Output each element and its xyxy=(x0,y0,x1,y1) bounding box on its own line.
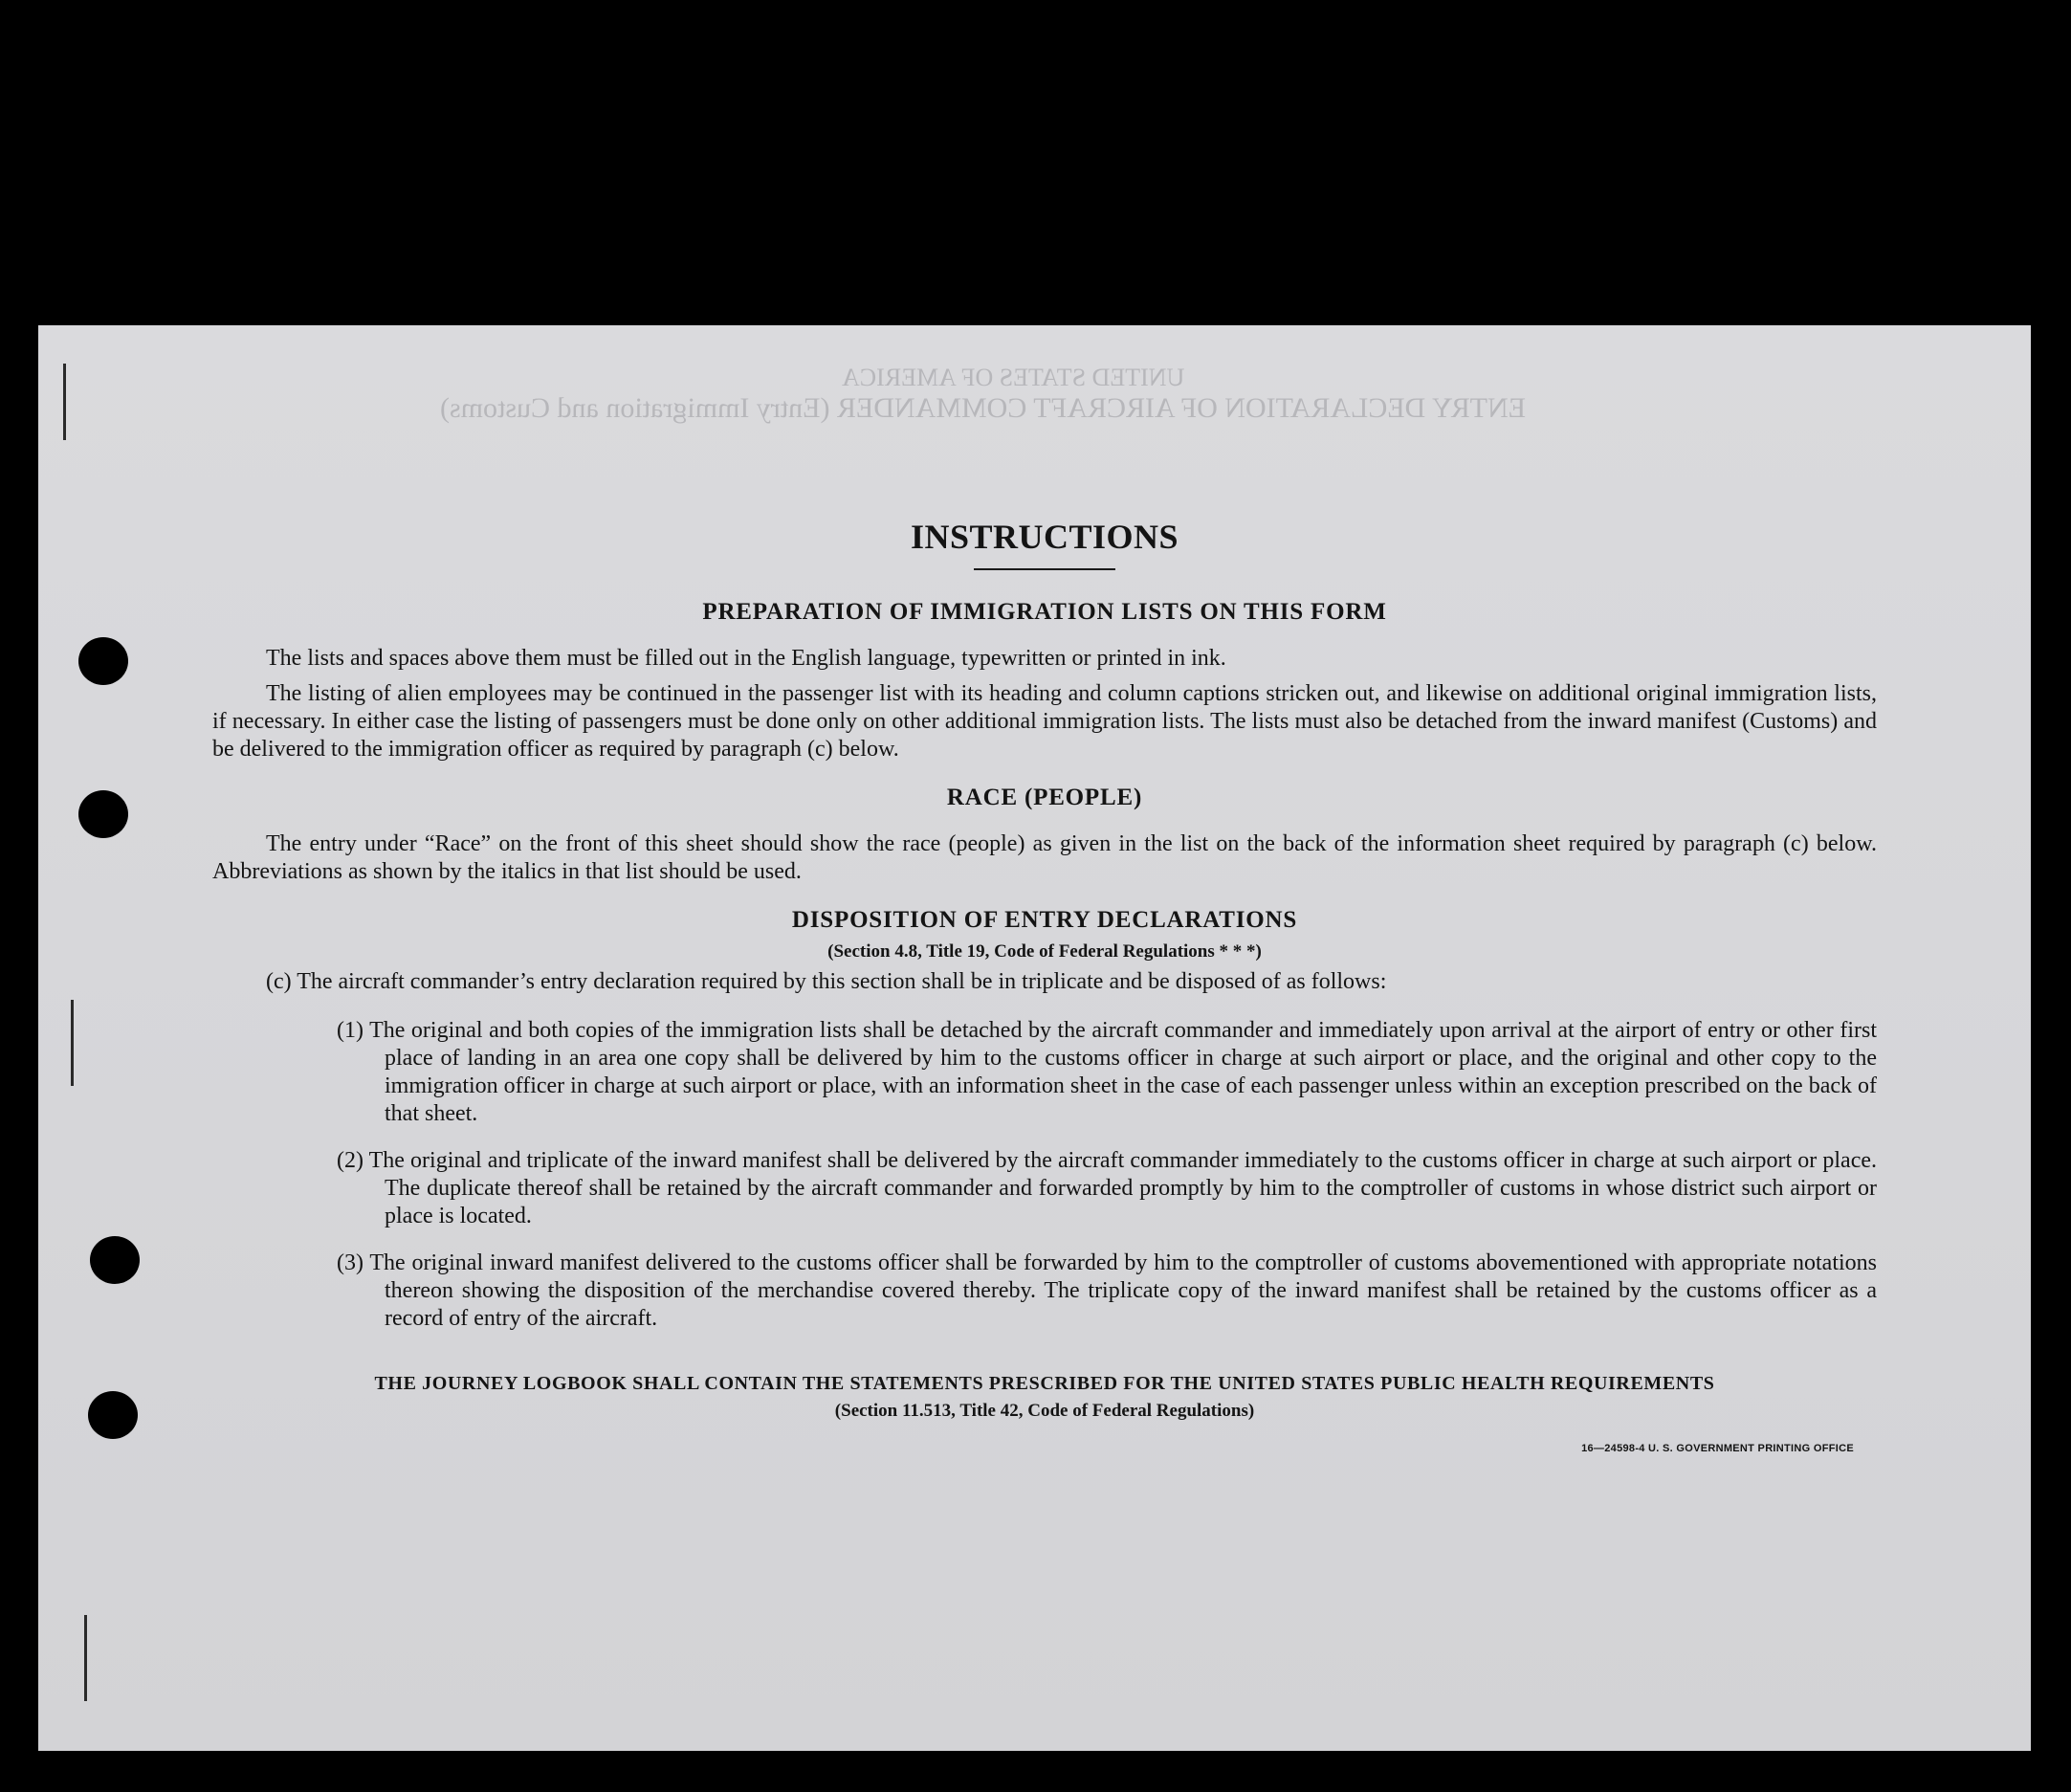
list-item-3: (3) The original inward manifest delivered to the customs officer shall be forwarded by him to the comptroller of customs abovementioned with appropriate notations thereon showing the disposition of the merchandise covered thereby. The triplicate copy of the inward manifest shall be retained by the customs officer as a record of entry of the aircraft. xyxy=(337,1250,1877,1331)
printing-office-imprint: 16—24598-4 U. S. GOVERNMENT PRINTING OFFICE xyxy=(1581,1443,1854,1454)
punch-hole-1 xyxy=(78,637,128,685)
paragraph-preparation-1: The lists and spaces above them must be filled out in the English language, typewritten or printed in ink. xyxy=(266,646,1226,671)
punch-hole-4 xyxy=(88,1391,138,1439)
margin-mark-3 xyxy=(84,1615,87,1701)
section-citation-disposition: (Section 4.8, Title 19, Code of Federal Regulations * * *) xyxy=(827,941,1262,962)
title-underline xyxy=(974,568,1115,570)
footer-citation: (Section 11.513, Title 42, Code of Federal Regulations) xyxy=(834,1401,1255,1421)
show-through-line-2: ENTRY DECLARATION OF AIRCRAFT COMMANDER (Entry Immigration and Customs) xyxy=(440,392,1527,424)
punch-hole-3 xyxy=(90,1236,140,1284)
margin-mark-2 xyxy=(71,1000,74,1086)
document-sheet xyxy=(38,325,2031,1751)
page-title: INSTRUCTIONS xyxy=(910,518,1179,556)
list-item-2: (2) The original and triplicate of the inward manifest shall be delivered by the aircraft commander immediately to the customs officer in charge at such airport or place. The duplicate thereof shall be retained by the aircraft commander and forwarded promptly by him to the comptroller of customs in whose district such airport or place is located. xyxy=(337,1148,1877,1228)
list-item-1: (1) The original and both copies of the immigration lists shall be detached by the aircraft commander and immediately upon arrival at the airport of entry or other first place of landing in an area one copy shall be delivered by him to the customs officer in charge at such airport or place, and the original and other copy to the immigration officer in charge at such airport or place, with an information sheet in the case of each passenger unless within an exception prescribed on the back of that sheet. xyxy=(337,1018,1877,1126)
paragraph-preparation-2: The listing of alien employees may be continued in the passenger list with its heading and column captions stricken out, and likewise on additional original immigration lists, if necessary. In either case the listing of passengers must be done only on other additional immigration lists. The lists must also be detached from the inward manifest (Customs) and be delivered to the immigration officer as required by paragraph (c) below. xyxy=(212,681,1877,762)
punch-hole-2 xyxy=(78,790,128,838)
section-heading-disposition: DISPOSITION OF ENTRY DECLARATIONS xyxy=(791,907,1298,933)
show-through-line-1: UNITED STATES OF AMERICA xyxy=(842,364,1185,391)
section-heading-preparation: PREPARATION OF IMMIGRATION LISTS ON THIS FORM xyxy=(702,599,1387,625)
clause-c: (c) The aircraft commander’s entry declaration required by this section shall be in triplicate and be disposed of as follows: xyxy=(266,969,1387,994)
section-heading-race: RACE (PEOPLE) xyxy=(946,785,1143,810)
footer-statement: THE JOURNEY LOGBOOK SHALL CONTAIN THE STATEMENTS PRESCRIBED FOR THE UNITED STATES PUBLIC HEALTH REQUIREMENTS xyxy=(374,1373,1715,1394)
instructions-body xyxy=(212,517,1877,1460)
paragraph-race-1: The entry under “Race” on the front of this sheet should show the race (people) as given in the list on the back of the information sheet required by paragraph (c) below. Abbreviations as shown by the italics in that list should be used. xyxy=(212,831,1877,884)
margin-mark-1 xyxy=(63,364,66,440)
